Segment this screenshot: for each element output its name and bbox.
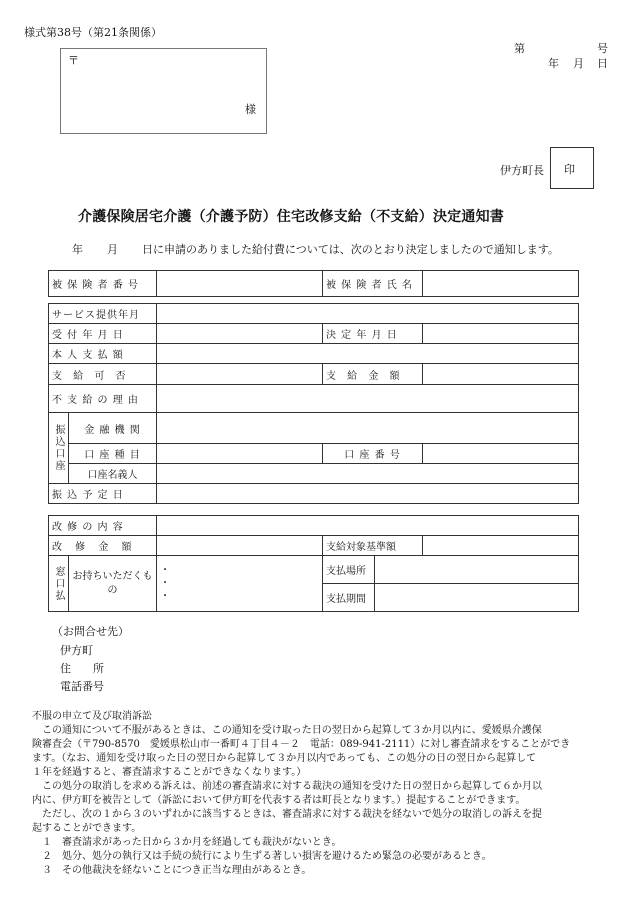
contact-phone-label: 電話番号: [60, 680, 104, 693]
account-type-label: 口 座 種 目: [69, 444, 157, 464]
renovation-content-label: 改 修 の 内 容: [49, 516, 157, 536]
payment-period-value: [375, 584, 579, 612]
insured-number-label: 被 保 険 者 番 号: [49, 271, 157, 297]
appeal-line: この通知について不服があるときは、この通知を受け取った日の翌日から起算して３か月以内に、愛媛県介護保: [32, 725, 542, 736]
items-to-bring-list: [157, 556, 323, 612]
account-number-value: [423, 444, 579, 464]
account-holder-label: 口座名義人: [69, 464, 157, 484]
insured-info-table: [48, 270, 579, 297]
self-payment-value: [157, 344, 579, 364]
appeal-line: 起することができます。: [32, 823, 142, 834]
appeal-line: １年を経過すると、審査請求することができなくなります。）: [32, 767, 307, 778]
account-type-value: [157, 444, 323, 464]
contact-office: 伊方町: [60, 644, 93, 657]
transfer-account-label: 振込口座: [49, 413, 69, 484]
bullet-item: ・: [160, 591, 170, 602]
decision-date-label: 決 定 年 月 日: [323, 324, 423, 344]
page-title: 介護保険居宅介護（介護予防）住宅改修支給（不支給）決定通知書: [78, 209, 504, 225]
receipt-date-label: 受 付 年 月 日: [49, 324, 157, 344]
approval-label: 支 給 可 否: [49, 364, 157, 385]
counter-payment-label: 窓口払: [49, 556, 69, 612]
approval-value: [157, 364, 323, 385]
bank-label: 金 融 機 関: [69, 413, 157, 444]
doc-no-go: 号: [597, 42, 608, 55]
renovation-table: [48, 515, 579, 612]
form-number: 様式第38号（第21条関係）: [24, 26, 162, 39]
account-holder-value: [157, 464, 579, 484]
decision-date-value: [423, 324, 579, 344]
bullet-item: ・: [160, 565, 170, 576]
appeal-line: この処分の取消しを求める訴えは、前述の審査請求に対する裁決の通知を受けた日の翌日から起算して６か月以: [32, 781, 542, 792]
appeal-heading: 不服の申立て及び取消訴訟: [32, 711, 152, 722]
non-payment-reason-value: [157, 385, 579, 413]
appeal-line: ２ 処分、処分の執行又は手続の続行により生ずる著しい損害を避けるため緊急の必要があるとき。: [32, 851, 492, 862]
insured-number-value: [157, 271, 323, 297]
transfer-date-label: 振 込 予 定 日: [49, 484, 157, 504]
seal-box: [550, 147, 594, 189]
self-payment-label: 本 人 支 払 額: [49, 344, 157, 364]
payment-place-value: [375, 556, 579, 584]
receipt-date-value: [157, 324, 323, 344]
intro-text: 日に申請のありました給付費については、次のとおり決定しましたので通知します。: [142, 243, 559, 256]
payment-amount-label: 支 給 金 額: [323, 364, 423, 385]
intro-year: 年: [72, 243, 83, 256]
items-to-bring-label: お持ちいただくもの: [69, 556, 157, 612]
bank-value: [157, 413, 579, 444]
transfer-date-value: [157, 484, 579, 504]
payment-info-table: [48, 303, 579, 504]
payment-base-label: 支給対象基準額: [323, 536, 423, 556]
renovation-amount-label: 改 修 金 額: [49, 536, 157, 556]
intro-month: 月: [107, 243, 118, 256]
appeal-line: ます。（なお、通知を受け取った日の翌日から起算して３か月以内であっても、この処分の日の翌日から起算して: [32, 753, 537, 764]
issuer-name: 伊方町長: [500, 164, 544, 177]
date-day: 日: [597, 57, 608, 70]
renovation-content-value: [157, 516, 579, 536]
doc-no-dai: 第: [514, 42, 525, 55]
service-month-value: [157, 304, 579, 324]
seal-mark: 印: [564, 163, 575, 176]
payment-place-label: 支払場所: [323, 556, 375, 584]
insured-name-label: 被 保 険 者 氏 名: [323, 271, 423, 297]
appeal-line: ただし、次の１から３のいずれかに該当するときは、審査請求に対する裁決を経ないで処分の取消しの訴えを提: [32, 809, 542, 820]
appeal-line: １ 審査請求があった日から３か月を経過しても裁決がないとき。: [32, 837, 342, 848]
payment-amount-value: [423, 364, 579, 385]
contact-address-label: 住 所: [60, 662, 104, 675]
appeal-line: ３ その他裁決を経ないことにつき正当な理由があるとき。: [32, 865, 312, 876]
date-year: 年: [548, 57, 559, 70]
insured-name-value: [423, 271, 579, 297]
contact-heading: （お問合せ先）: [52, 625, 129, 638]
renovation-amount-value: [157, 536, 323, 556]
payment-period-label: 支払期間: [323, 584, 375, 612]
postal-mark: 〒: [68, 54, 79, 67]
honorific-sama: 様: [245, 103, 256, 116]
bullet-item: ・: [160, 578, 170, 589]
appeal-line: 内に、伊方町を被告として（訴訟において伊方町を代表する者は町長となります。）提起することができます。: [32, 795, 526, 806]
non-payment-reason-label: 不 支 給 の 理 由: [49, 385, 157, 413]
address-box: [60, 48, 267, 134]
appeal-notice: [32, 710, 622, 878]
date-month: 月: [573, 57, 584, 70]
account-number-label: 口 座 番 号: [323, 444, 423, 464]
payment-base-value: [423, 536, 579, 556]
service-month-label: サービス提供年月: [49, 304, 157, 324]
appeal-line: 険審査会（〒790-8570 愛媛県松山市一番町４丁目４－２ 電話：089-941-2111）に対し審査請求をすることができ: [32, 739, 571, 750]
